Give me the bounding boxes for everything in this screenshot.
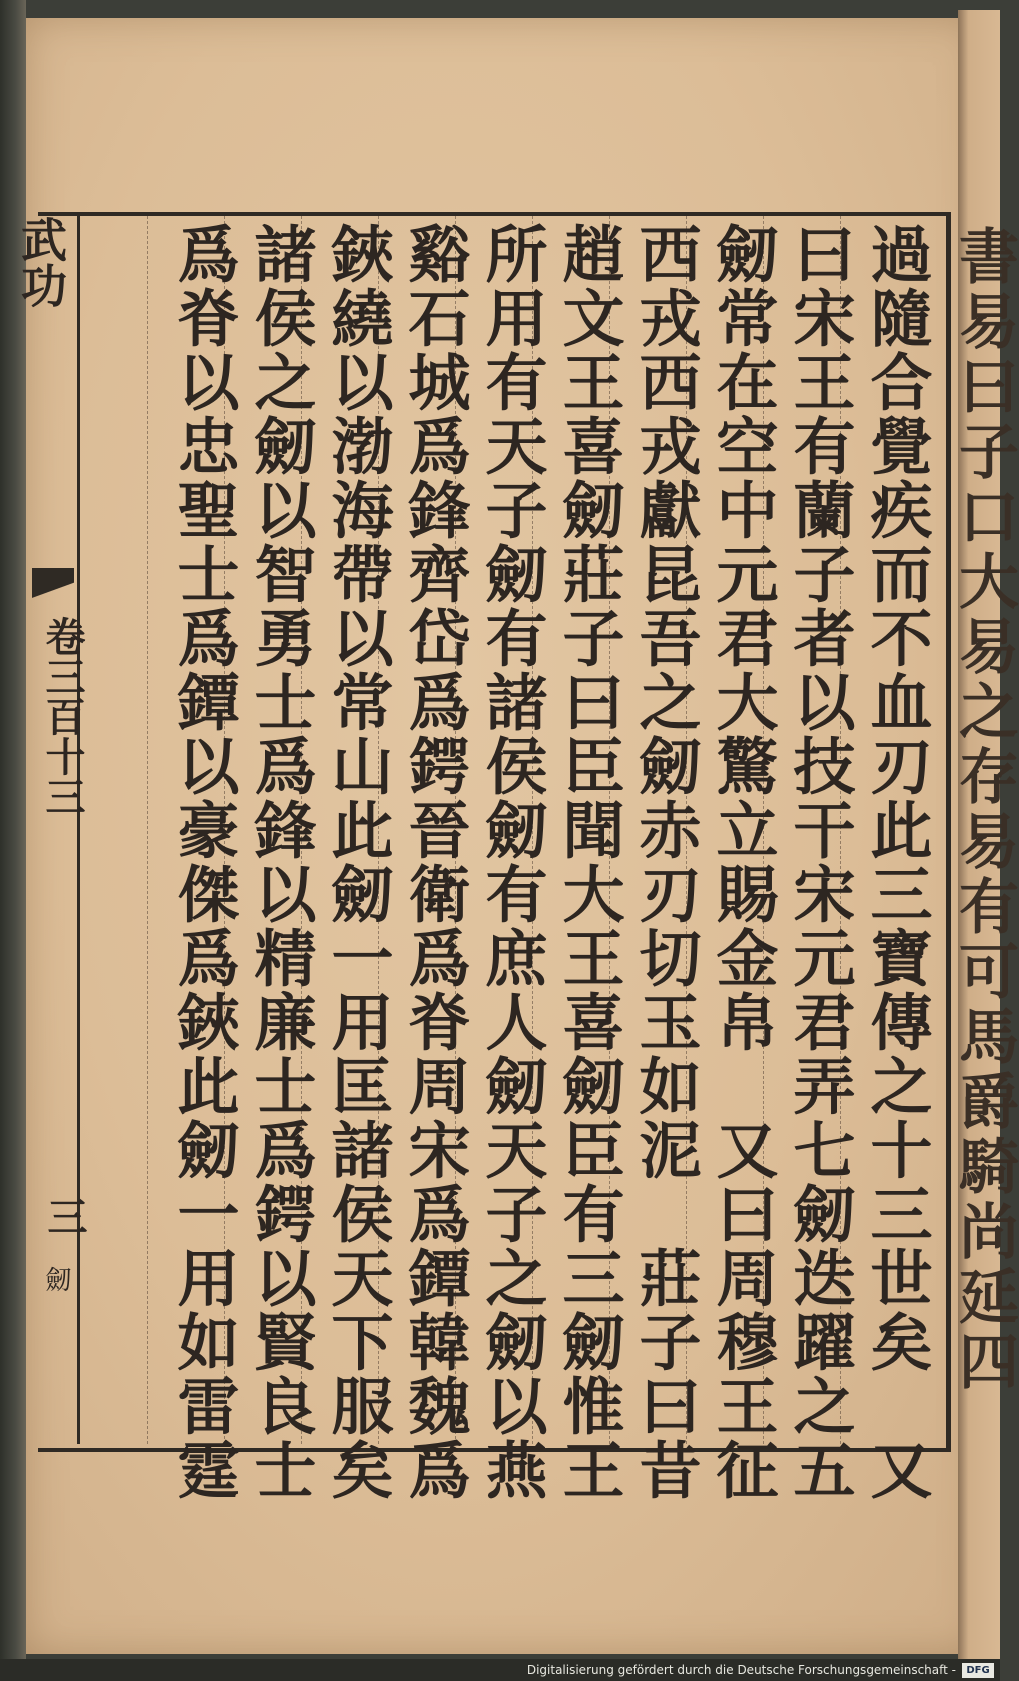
next-leaf-edge — [949, 10, 1019, 1660]
text-column-1: 過隨合覺疾而不血刃此三寶傳之十三世矣 又 — [860, 222, 933, 1502]
main-text — [80, 222, 935, 1502]
text-column-10: 爲脊以忠聖士爲鐔以豪傑爲鋏此劒一用如雷霆 — [167, 222, 240, 1502]
text-column-8: 鋏繞以渤海帶以常山此劒一用匡諸侯天下服矣 — [321, 222, 394, 1502]
fore-edge-column — [14, 216, 88, 1444]
footer-credit: Digitalisierung gefördert durch die Deutsche Forschungsgemeinschaft - — [526, 1663, 956, 1677]
text-column-7: 谿石城爲鋒齊岱爲鍔晉衛爲脊周宋爲鐔韓魏爲 — [398, 222, 471, 1502]
dfg-logo: DFG — [962, 1663, 994, 1678]
text-column-6: 所用有天子劒有諸侯劒有庶人劒天子之劒以燕 — [475, 222, 548, 1502]
banxin-page-number: 三 — [41, 1196, 88, 1236]
text-column-4: 西戎西戎獻昆吾之劒赤刃切玉如泥 莊子曰昔 — [629, 222, 702, 1502]
footer-bar — [0, 1659, 1000, 1681]
banxin-title: 武功 — [14, 216, 68, 308]
text-column-9: 諸侯之劒以智勇士爲鋒以精廉士爲鍔以賢良士 — [244, 222, 317, 1502]
banxin-volume: 卷三百十三 — [39, 616, 86, 816]
next-leaf-text: 書易曰子口大易之存易有可馬爵騎尚延四 — [949, 225, 1019, 1395]
text-column-3: 劒常在空中元君大驚立賜金帛 又曰周穆王征 — [706, 222, 779, 1502]
text-column-5: 趙文王喜劒莊子曰臣聞大王喜劒臣有三劒惟王 — [552, 222, 625, 1502]
text-column-2: 曰宋王有蘭子者以技干宋元君弄七劒迭躍之五 — [783, 222, 856, 1502]
fishtail-mark — [32, 568, 74, 612]
banxin-section: 劒 — [41, 1266, 71, 1292]
